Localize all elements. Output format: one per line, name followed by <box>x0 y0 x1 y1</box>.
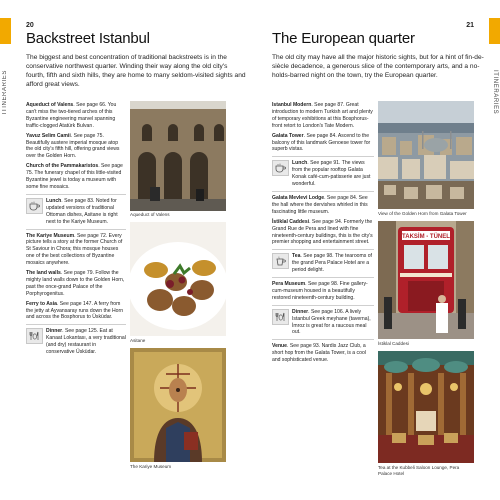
caption-asitane: Asitane <box>130 338 146 343</box>
lunch-icon <box>26 198 43 214</box>
page-title-left: Backstreet Istanbul <box>26 30 150 47</box>
entry-ferry: Ferry to Asia. See page 147. A ferry from the jetty at Ayvansaray runs down the Horn and across the Bosphorus to Üsküdar. <box>26 300 124 321</box>
tea-icon <box>272 253 289 269</box>
divider <box>26 229 126 230</box>
left-entries-column <box>26 102 126 356</box>
tip-dinner-left: Dinner. See page 125. Eat at Kanaat Lokantası, a very traditional (and dry) restaurant in conservative Üsküdar. <box>26 328 126 356</box>
entry-mevlevi-lodge: Galata Mevlevi Lodge. See page 84. See the hall where the dervishes whirled in this fascinating little museum. <box>272 194 368 215</box>
entry-kariye: The Kariye Museum. See page 72. Every picture tells a story at the former Church of St Saviour in Chora; this mosque houses one of the best collections of Byzantine mosaics anywhere. <box>26 232 123 267</box>
intro-right: The old city may have all the major historic sights, but for a hint of fin-de-siècle decadence, a generous slice of the contemporary arts, and a no-holds-barred night on the town, try the European quarter. <box>272 54 484 79</box>
photo-kubbeli-saloon <box>378 351 474 463</box>
tram-destination-sign: TAKSİM - TÜNEL <box>402 234 450 240</box>
photo-golden-horn-view <box>378 101 474 209</box>
page-number-left: 20 <box>26 22 34 29</box>
intro-left: The biggest and best concentration of traditional backstreets is in the conservative northwest quarter. Winding their way along the old city's fourth, fifth and sixth hills, they are home to many seldom-visited sights and afford great views. <box>26 54 246 88</box>
divider <box>272 249 374 250</box>
dinner-icon <box>26 328 43 344</box>
entry-istiklal: İstiklal Caddesi. See page 94. Formerly the Grand Rue de Pera and lined with fine nineteenth-century buildings, this is the city's premier shopping and entertainment street. <box>272 218 373 246</box>
divider <box>272 191 374 192</box>
divider <box>272 156 374 157</box>
page-title-right: The European quarter <box>272 30 415 47</box>
entry-venue: Venue. See page 93. Nardis Jazz Club, a short hop from the Galata Tower, is a cool and sophisticated venue. <box>272 343 366 364</box>
entry-pammakaristos: Church of the Pammakaristos. See page 75. The funerary chapel of this little-visited Byzantine jewel is today a museum with some fine mosaics. <box>26 163 123 190</box>
photo-aqueduct-of-valens <box>130 101 226 211</box>
tip-tea-right: Tea. See page 98. The tearooms of the grand Pera Palace Hotel are a period delight. <box>272 253 374 274</box>
divider <box>272 277 374 278</box>
photo-istiklal-tram <box>378 221 474 339</box>
entry-galata-tower: Galata Tower. See page 84. Ascend to the balcony of this landmark Genoese tower for superb vistas. <box>272 132 371 153</box>
side-label-left: ITINERARIES <box>2 70 8 115</box>
entry-istanbul-modern: Istanbul Modern. See page 87. Great introduction to modern Turkish art and plenty of temporary exhibitions at this Bosphorus-front retort to London's Tate Modern. <box>272 102 373 129</box>
divider <box>272 339 374 340</box>
itinerary-tab-left <box>0 18 11 44</box>
itinerary-tab-right <box>489 18 500 44</box>
tip-lunch-right: Lunch. See page 91. The views from the popular rooftop Galata Konak café-cum-patisserie are just wonderful. <box>272 160 374 188</box>
dinner-icon <box>272 309 289 325</box>
page-number-right: 21 <box>466 22 474 29</box>
entry-aqueduct: Aqueduct of Valens. See page 66. You can't miss the two-tiered arches of this Byzantine engineering marvel spanning traffic-clogged Atatürk Bulvarı. <box>26 102 117 129</box>
entry-yavuz-selim: Yavuz Selim Camii. See page 75. Beautifully austere imperial mosque atop the old city's fifth hill, offering grand views over the Golden Horn. <box>26 132 120 160</box>
photo-asitane-dish <box>130 222 226 336</box>
caption-istiklal: İstiklal Caddesi <box>378 341 409 346</box>
lunch-icon <box>272 160 289 176</box>
caption-kariye: The Kariye Museum <box>130 464 172 469</box>
entry-land-walls: The land walls. See page 79. Follow the mighty land walls down to the Golden Horn, past the once-grand Palace of the Porphyrogenitus. <box>26 270 125 297</box>
right-entries-column <box>272 102 374 367</box>
tip-lunch-left: Lunch. See page 83. Noted for updated versions of traditional Ottoman dishes, Asitane is right next to the Kariye Museum. <box>26 198 126 226</box>
divider <box>26 194 126 195</box>
caption-kubbeli: Tea at the Kubbeli Saloon Lounge, Pera Palace Hotel <box>378 465 460 476</box>
side-label-right: ITINERARIES <box>492 70 498 115</box>
caption-aqueduct: Aqueduct of Valens <box>130 212 170 217</box>
divider <box>26 324 126 325</box>
tip-dinner-right: Dinner. See page 106. A lively Istanbul Greek meyhane (taverna), İmroz is great for a raucous meal out. <box>272 309 374 337</box>
photo-kariye-mosaic <box>130 348 226 462</box>
divider <box>272 305 374 306</box>
entry-pera-museum: Pera Museum. See page 98. Fine gallery-cum-museum housed in a beautifully restored nineteenth-century building. <box>272 281 368 301</box>
caption-golden-horn: View of the Golden Horn from Galata Tower <box>378 211 467 216</box>
